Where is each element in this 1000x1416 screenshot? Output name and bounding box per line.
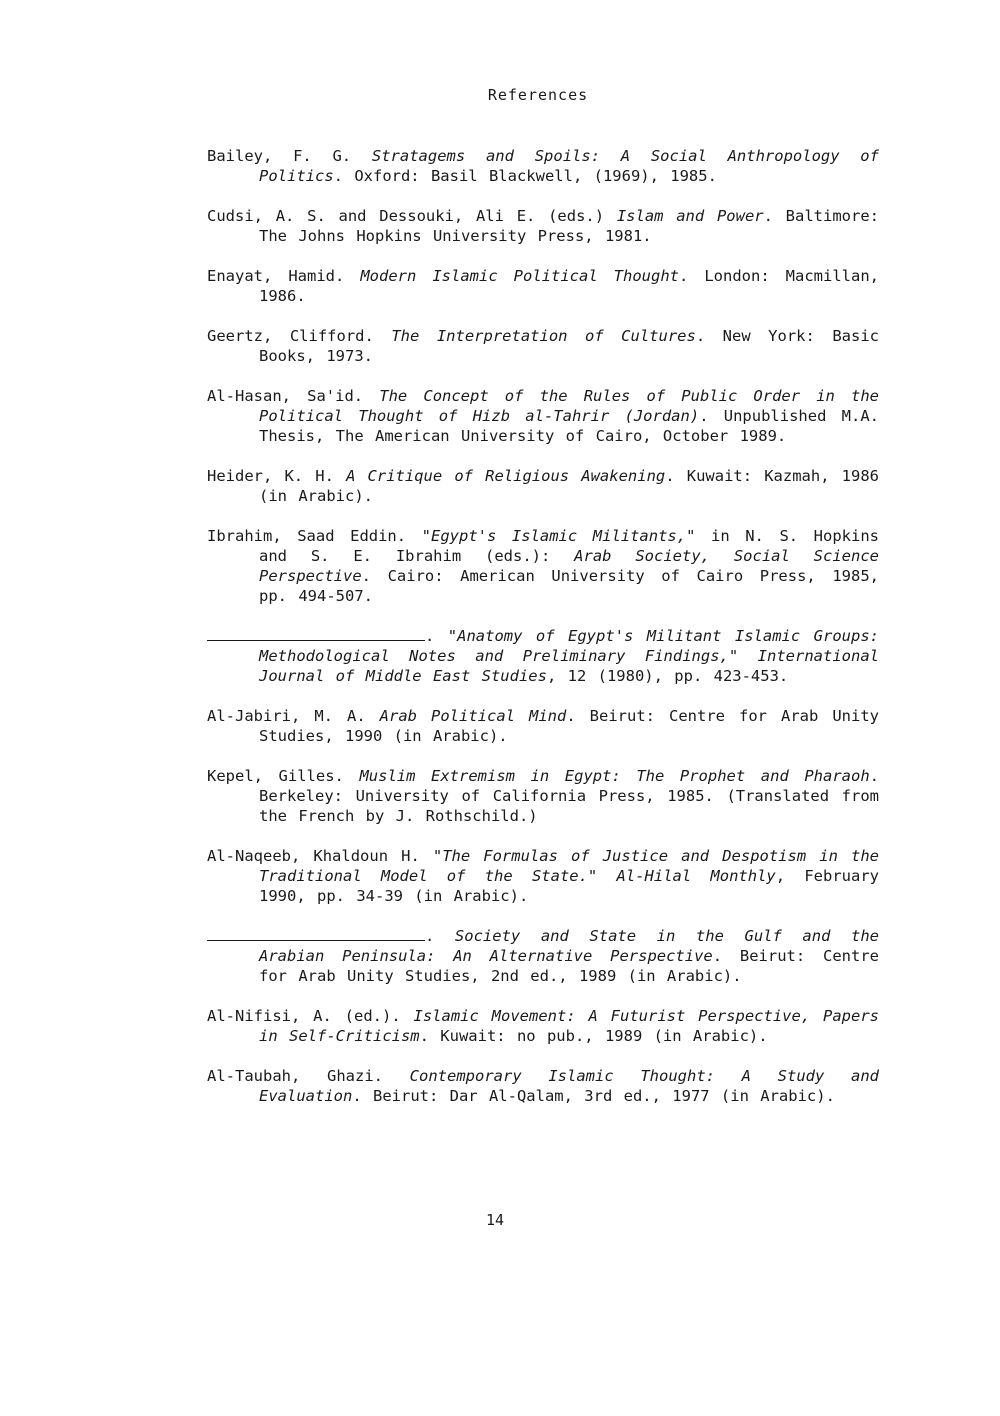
reference-entry	[207, 266, 879, 306]
ref-title: Contemporary Islamic Thought: A Study and Evaluation	[259, 1067, 879, 1105]
reference-entry	[207, 706, 879, 746]
ref-publication: . Kuwait: no pub., 1989 (in Arabic).	[419, 1027, 768, 1045]
ref-publication: . Baltimore: The Johns Hopkins University Press, 1981.	[259, 207, 879, 245]
ref-publication: . Beirut: Centre for Arab Unity Studies, 1990 (in Arabic).	[259, 707, 879, 745]
ref-spacer	[597, 867, 616, 885]
same-author-rule	[207, 926, 425, 941]
ref-publication: . London: Macmillan, 1986.	[259, 267, 879, 305]
ref-author: Al-Jabiri, M. A.	[207, 707, 380, 725]
ref-article-title: "Egypt's Islamic Militants,"	[421, 527, 696, 545]
ref-title: Stratagems and Spoils: A Social Anthropology of Politics	[259, 147, 879, 185]
reference-entry	[207, 526, 879, 606]
ref-author: Geertz, Clifford.	[207, 327, 392, 345]
ref-author: Kepel, Gilles.	[207, 767, 360, 785]
reference-entry	[207, 386, 879, 446]
reference-entry	[207, 466, 879, 506]
same-author-rule	[207, 626, 425, 641]
ref-editors: in N. S. Hopkins and S. E. Ibrahim (eds.):	[259, 527, 880, 565]
ref-article-title: "The Formulas of Justice and Despotism in the Traditional Model of the State."	[259, 847, 879, 885]
ref-title: Arab Political Mind	[379, 707, 567, 725]
reference-entry	[207, 626, 879, 686]
ref-publication: . Beirut: Dar Al-Qalam, 3rd ed., 1977 (in Arabic).	[352, 1087, 835, 1105]
page-number: 14	[485, 1211, 505, 1229]
ref-author: Heider, K. H.	[207, 467, 347, 485]
ref-publication: , February 1990, pp. 34-39 (in Arabic).	[259, 867, 879, 905]
ref-title: The Interpretation of Cultures	[391, 327, 696, 345]
reference-entry	[207, 1006, 879, 1046]
reference-entry	[207, 146, 879, 186]
ref-author: Ibrahim, Saad Eddin.	[207, 527, 422, 545]
ref-publication: . Unpublished M.A. Thesis, The American University of Cairo, October 1989.	[259, 407, 879, 445]
ref-title: Islamic Movement: A Futurist Perspective, Papers in Self-Criticism	[259, 1007, 879, 1045]
reference-entry	[207, 846, 879, 906]
ref-article-title: "Anatomy of Egypt's Militant Islamic Groups: Methodological Notes and Preliminary Findings," International Journal of Middle East Studies	[259, 627, 879, 685]
reference-entry	[207, 926, 879, 986]
ref-publication: . Oxford: Basil Blackwell, (1969), 1985.	[333, 167, 717, 185]
ref-title: The Concept of the Rules of Public Order in the Political Thought of Hizb al-Tahrir (Jordan)	[259, 387, 879, 425]
ref-title: Society and State in the Gulf and the Arabian Peninsula: An Alternative Perspective	[259, 927, 879, 965]
reference-entry	[207, 1066, 879, 1106]
ref-author: Al-Nifisi, A. (ed.).	[207, 1007, 414, 1025]
ref-title: Islam and Power	[616, 207, 764, 225]
reference-entry	[207, 766, 879, 826]
reference-entry	[207, 326, 879, 366]
ref-title: A Critique of Religious Awakening	[346, 467, 666, 485]
ref-publication: , 12 (1980), pp. 423-453.	[546, 667, 789, 685]
ref-publication: . Kuwait: Kazmah, 1986 (in Arabic).	[259, 467, 879, 505]
ref-publication: . Berkeley: University of California Press, 1985. (Translated from the French by J. Rothschild.)	[259, 767, 880, 825]
ref-publication: . New York: Basic Books, 1973.	[259, 327, 879, 365]
ref-author: Al-Naqeeb, Khaldoun H.	[207, 847, 433, 865]
ref-author: Al-Taubah, Ghazi.	[207, 1067, 410, 1085]
ref-publication: . Beirut: Centre for Arab Unity Studies, 2nd ed., 1989 (in Arabic).	[259, 947, 879, 985]
ref-title: Muslim Extremism in Egypt: The Prophet and Pharaoh	[359, 767, 870, 785]
ref-title: Al-Hilal Monthly	[616, 867, 776, 885]
page-title: References	[487, 86, 589, 104]
ref-title: Arab Society, Social Science Perspective	[259, 547, 879, 585]
reference-entry	[207, 206, 879, 246]
ref-author: Bailey, F. G.	[207, 147, 372, 165]
reference-list	[207, 146, 879, 1126]
ref-author: Cudsi, A. S. and Dessouki, Ali E. (eds.)	[207, 207, 617, 225]
ref-author: Al-Hasan, Sa'id.	[207, 387, 380, 405]
ref-separator: .	[425, 627, 448, 645]
ref-author: Enayat, Hamid.	[207, 267, 361, 285]
ref-publication: . Cairo: American University of Cairo Press, 1985, pp. 494-507.	[259, 567, 879, 605]
ref-separator: .	[425, 927, 455, 945]
ref-title: Modern Islamic Political Thought	[360, 267, 679, 285]
